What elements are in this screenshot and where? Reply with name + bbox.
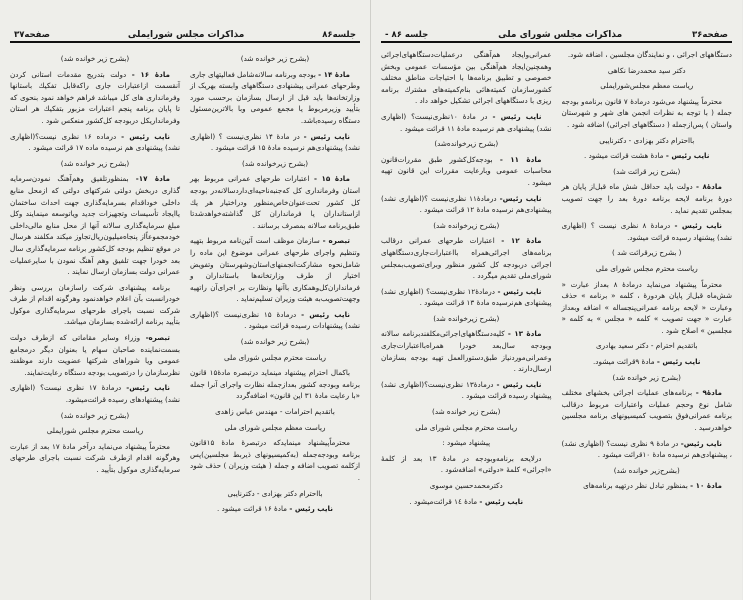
- paragraph-text: (بشرح زیر خوانده شد): [432, 407, 501, 417]
- speaker-or-article-label: مادهٔ ۱۲ -: [501, 236, 542, 246]
- paragraph-text: پیشنهاد میشود :: [442, 438, 491, 448]
- page-37: [0, 0, 371, 600]
- paragraph-text: ریاست معظم مجلس شورای ملی: [224, 422, 326, 432]
- paragraph: [562, 96, 733, 131]
- centered-line: [562, 356, 733, 368]
- paragraph-text: (بشرح زیرخوانده شد): [241, 158, 309, 168]
- centered-line: [381, 437, 552, 449]
- paragraph-text: درمادهٔ۱۲ نظری‌نیست؟ (اظهاری نشد) پیشنهادی هم‌نرسیده مادهٔ ۱۳ قرائت میشود .: [381, 286, 552, 308]
- paragraph: [190, 69, 360, 127]
- centered-line: [381, 220, 552, 232]
- centered-line: [190, 158, 360, 170]
- paragraph: [10, 441, 180, 476]
- page-36: [371, 0, 742, 600]
- paragraph-text: برنامه‌های عملیات اجرائی بخشهای مختلف شامل نوع وحجم عملیات واعتبارات مربوط درقالب برنامه عمرانی‌فوق بتصویب کمیسیونهای برنامه مجلسین خواهدرسید .: [561, 388, 732, 433]
- paragraph-text: کلیه‌دستگاههای‌اجرائی‌مکلفندبرنامه سالانه وبودجه سال‌بعد خودرا همراه‌بااعتبارات‌جاری وعمرانی‌موردنیاز طبق‌دستورالعمل تهیه بودجه بسازمان ارسال‌دارند .: [381, 329, 552, 374]
- paragraph: [381, 193, 552, 216]
- speaker-or-article-label: تبصره-: [145, 333, 170, 343]
- paragraph: [562, 279, 733, 337]
- paragraph: [190, 309, 360, 332]
- speaker-or-article-label: مادهٔ۸ -: [695, 182, 722, 192]
- speaker-or-article-label: مادهٔ ۱۰ -: [690, 481, 722, 491]
- paragraph: [190, 173, 360, 231]
- paragraph-text: محترماًپیشنهاد مینمایدکه درتبصرهٔ مادهٔ ۱۵قانون برنامه وبودجه‌جمله (به‌کمیسیونهای ذیربط مجلسین)پس ازکلمه تصویب اضافه و جمله ( هیئت وزیران ) حذف شود .: [190, 438, 360, 482]
- paragraph-text: (بشرح زیرخوانده شد): [433, 220, 500, 230]
- paragraph: [562, 387, 733, 433]
- paragraph-text: درمادهٔ ۱۷ نظری نیست؟ (اظهاری نشد) پیشنهادهای رسیده قرائت‌میشود.: [10, 383, 180, 405]
- paragraph-text: بودجه‌کل‌کشور طبق مقررات‌قانون محاسبات عمومی وبارعایت مقررات این قانون تهیه میشود .: [381, 154, 552, 187]
- centered-line: [381, 313, 552, 325]
- publication-title: مذاکرات مجلس شورایملی: [127, 30, 245, 40]
- paragraph: [381, 286, 552, 309]
- paragraph-text: محترماً پیشنهاد می‌شود درمادهٔ ۷ قانون برنامه‌و بودجه جمله ( با توجه به نظرات انجمن های شهر و شهرستان واستان ) پس‌ازجمله ( دستگاههای اجرائی) اضافه شود .: [561, 96, 732, 129]
- centered-line: [562, 80, 733, 92]
- paragraph-text: در مادهٔ ۹ نظری نیست؟ (اظهاری نشد) ، پیشنهادی‌هم نرسیده مادهٔ ۱۰قرائت میشود .: [561, 438, 732, 460]
- centered-line: [190, 53, 360, 65]
- paragraph-text: سازمان موظف است آئین‌نامه مربوط بتهیه وتنظیم واجرای طرحهای عمرانی موضوع این ماده را شامل‌نحوه مشارکت‌انجمنهای‌استان‌وشهرستان وتفویض اختیار از طرف وزارتخانه‌ها باستانداران و فرمانداران‌کل‌وهمکاری باآنها ونظارت بر اجرای‌آن راتهیه وجهت‌تصویب‌به هیئت وزیران تسلیم‌نماید .: [190, 236, 360, 304]
- paragraph: [190, 367, 360, 402]
- centered-line: [562, 372, 733, 384]
- paragraph: [190, 235, 360, 305]
- paragraph-text: در مادهٔ ۱۴ نظری‌نیست ؟ (اظهاری نشد) پیشنهادی‌هم نرسیده مادهٔ ۱۵ قرائت میشود .: [190, 131, 360, 153]
- paragraph-text: (بشرح زیر خوانده شد): [612, 372, 681, 382]
- speaker-or-article-label: مادهٔ ۱۷-: [135, 174, 170, 184]
- speaker-or-article-label: نایب رئیس-: [499, 193, 542, 203]
- paragraph-text: مادهٔ هشت قرائت میشود .: [584, 151, 664, 161]
- paragraph: [381, 111, 552, 134]
- paragraph-text: درلایحه برنامه‌وبودجه در مادهٔ ۱۳ بعد از کلمهٔ «اجرائی» کلمهٔ «دولتی» اضافه‌شود .: [381, 453, 552, 475]
- paragraph-text: (بشرح زیر خوانده شد): [60, 410, 130, 420]
- centered-line: [190, 352, 360, 364]
- page-header: [381, 26, 732, 43]
- paragraph-text: درمادهٔ۱۳ نظری‌نیست؟(اظهاری نشد) پیشنهاد رسیده قرائت میشود .: [381, 379, 552, 401]
- session-number: جلسه۸۶: [322, 30, 356, 40]
- publication-title: مذاکرات مجلس شورای ملی: [498, 30, 623, 40]
- speaker-or-article-label: مادهٔ ۱۵ -: [313, 174, 350, 184]
- paragraph-text: بمنظور تبادل نظر درتهیه برنامه‌های: [583, 481, 688, 491]
- centered-line: [381, 496, 552, 508]
- paragraph-text: باکمال احترام پیشنهاد مینماید درتبصره مادهٔ۱۵ قانون برنامه وبودجه کشور بعدازجمله نظارت واجرای آنرا جمله «با رعایت مادهٔ ۳۱ این قانون» اضافه‌گردد: [190, 368, 360, 401]
- paragraph: [381, 49, 552, 107]
- paragraph-text: باتقدیم احترامات - مهندس عباس زاهدی: [215, 407, 335, 417]
- paragraph-text: (بشرح زیرخوانده شد): [433, 313, 500, 323]
- paragraph: [381, 235, 552, 281]
- speaker-or-article-label: نایب رئیس -: [301, 309, 351, 319]
- column-left: [10, 49, 180, 519]
- centered-line: [381, 406, 552, 418]
- paragraph-text: در مادهٔ ۱۰نظری‌نیست؟ (اظهاری نشد) پیشنهادی هم نرسیده مادهٔ ۱۱ قرائت میشود .: [381, 111, 552, 133]
- page-number: صفحه۳۶: [691, 30, 728, 40]
- centered-line: [190, 503, 360, 515]
- paragraph: [562, 49, 733, 61]
- paragraph-text: درماده ۱۶ نظری نیست؟(اظهاری نشد) پیشنهادی هم نرسیده ماده ۱۷ قرائت میشود .: [10, 131, 180, 153]
- paragraph-text: ریاست محترم مجلس شورای ملی: [595, 263, 698, 273]
- column-right: [190, 49, 360, 519]
- paragraph-text: درمادهٔ ۸ نظری نیست ؟ (اظهاری نشد) پیشنهاد رسیده قرائت میشود.: [561, 221, 732, 242]
- centered-line: [562, 150, 733, 162]
- paragraph-text: بودجه وبرنامه سالانه‌شامل فعالیتهای جاری وطرحهای عمرانی پیشنهادی دستگاههای وابسته بهریک از وزارتخانه‌ها باید قبل از ارسال بسازمان برحسب مورد بتأیید وزیرمربوط یا مجمع عمومی وبا بالاترین‌مسئول دستگاه رسیده‌باشد.: [189, 69, 360, 125]
- paragraph-text: بمنظورتلفیق وهم‌آهنگ نمودن‌سرمایه گذاری دربخش دولتی شرکتهای دولتی که ازمحل منابع داخلی خوداقدام بسرمایه‌گذاری جهت احداث ساختمان یاایجاد تأسیسات وتجهیزات جدید ویاتوسعه مینمایند وکل مبلغ سرمایه‌گذاری سالانه آنها از محل منابع مالی‌داخلی خودمجموعاً‌از پنجاه‌میلیون‌ریال‌تجاوز میکند مکلفند هرسال در موقع تنظیم بودجه کل‌کشور برنامه سرمایه‌گذاری سال بعد خودرا جهت تلفیق وهم آهنگ نمودن با سایرعملیات عمرانی دولت بسازمان ارسال نمایند .: [10, 174, 180, 277]
- paragraph-text: (بشرح زیر خوانده شد): [240, 54, 310, 63]
- centered-line: [562, 465, 733, 477]
- paragraph-text: ریاست محترم مجلس شورای ملی: [223, 352, 327, 362]
- centered-line: [190, 422, 360, 434]
- page-number: صفحه۳۷: [14, 30, 51, 40]
- paragraph-text: ریاست محترم مجلس شورایملی: [46, 426, 144, 436]
- speaker-or-article-label: نایب رئیس -: [496, 379, 542, 389]
- centered-line: [10, 425, 180, 437]
- speaker-or-article-label: مادهٔ۹ -: [695, 388, 722, 398]
- paragraph-text: (بشرح زیر خوانده شد): [240, 337, 310, 347]
- paragraph-text: وزراء وسایر مقاماتی که ازطرف دولت بسمت‌نماینده صاحبان سهام یا بعنوان دیگر درمجامع عمومی ویا شوراهای شرکتها عضویت دارند موظفند نظرسازمان را درتصویب بودجه دستگاه رعایت‌نمایند.: [10, 333, 180, 377]
- centered-line: [190, 336, 360, 348]
- speaker-or-article-label: نایب رئیس-: [126, 383, 170, 393]
- paragraph-text: ( بشرح زیرقرائت شد ): [612, 248, 682, 258]
- paragraph-text: ریاست محترم مجلس شورای ملی: [415, 422, 518, 432]
- paragraph-text: دولت بتدریج مقدمات استانی کردن آنقسمت ازاعتبارات جاری راکه‌قابل تفکیك باستانها وفرمانداری های کل میباشد فراهم خواهد نمود بنحوی که تا پایان برنامه پنجم اعتبارات مزبور بتفکیك هر استان وفرمانداریکل دربودجه کل‌کشور منعکس شود .: [10, 69, 180, 125]
- centered-line: [381, 422, 552, 434]
- paragraph-text: (بشرح‌زیر خوانده شد): [613, 465, 680, 475]
- speaker-or-article-label: نایب رئیس -: [665, 151, 710, 161]
- centered-line: [190, 406, 360, 418]
- speaker-or-article-label: مادهٔ ۱۴ -: [318, 69, 350, 79]
- speaker-or-article-label: مادهٔ ۱۱ -: [499, 154, 542, 164]
- paragraph: [10, 131, 180, 154]
- centered-line: [381, 480, 552, 492]
- paragraph: [381, 328, 552, 374]
- paragraph-text: بااحترام دکتر بهزادی - دکترنایبی: [227, 488, 323, 498]
- speaker-or-article-label: نایب رئیس -: [121, 131, 171, 141]
- column-right: [562, 49, 733, 511]
- paragraph: [381, 379, 552, 402]
- speaker-or-article-label: نایب رئیس-: [680, 438, 722, 448]
- paragraph-text: اعتبارات طرحهای عمرانی مربوط بهر استان وفرمانداری کل که‌جنبه‌ناحیه‌ای‌دارد‌سالانه‌در بودجه کل کشور تحت‌عنوان‌خاص‌منظور ودراختیار هر یك ازاستانداران یا فرمانداران کل گذاشته‌خواهدشدتا طبق‌برنامه سالانه بمصرف برسانند .: [190, 174, 360, 230]
- paragraph-text: دولت باید حداقل شش ماه قبل‌از پایان هر دورهٔ برنامه لایحه برنامه دورهٔ بعد را جهت تصویب بمجلس تقدیم نماید .: [561, 182, 732, 215]
- column-left: [381, 49, 552, 511]
- paragraph-text: (بشرح زیر قرائت شد): [613, 166, 681, 176]
- paragraph: [381, 154, 552, 189]
- paragraph-text: مادهٔ ۹قرائت میشود.: [593, 357, 655, 367]
- paragraph-text: اعتبارات طرحهای عمرانی درقالب برنامه‌های اجرائی‌همراه بااعتبارات‌جاری‌دستگاههای اجرائی دربودجه کل کشور منظور وبرای‌تصویب‌بمجلس شورای‌ملی تقدیم میگردد .: [381, 236, 552, 281]
- paragraph-text: باتقدیم احترام - دکتر سعید بهادری: [596, 341, 698, 351]
- paragraph-text: دکترمحمدحسین موسوی: [429, 481, 503, 490]
- paragraph: [10, 282, 180, 328]
- paragraph: [562, 181, 733, 216]
- paragraph-text: عمرانی‌وایجاد هم‌آهنگی درعملیات‌دستگاههای‌اجرائی وهمچنین‌ایجاد هم‌آهنگی بین مؤسسات عمومی وبخش خصوصی و تطبیق برنامه‌ها با احتیاجات مناطق مختلف کشورسازمان کمیته‌هائی بنام‌کمیته‌های مشترك برنامه ریزی با دستگاههای اجرائی تشکیل خواهد داد .: [381, 50, 552, 106]
- paragraph: [381, 453, 552, 476]
- paragraph-text: درمادهٔ۱۱ نظری‌نیست ؟(اظهاری نشد) پیشنهادی‌هم نرسیده مادهٔ ۱۲ قرائت میشود .: [381, 193, 552, 215]
- speaker-or-article-label: نایب رئیس -: [674, 221, 722, 231]
- paragraph-text: مادهٔ ۱٤ قرائت‌میشود .: [409, 496, 478, 506]
- speaker-or-article-label: نایب رئیس -: [479, 496, 524, 506]
- paragraph-text: (بشرح زیرخوانده‌شد): [434, 139, 499, 149]
- speaker-or-article-label: نایب رئیس -: [492, 111, 542, 121]
- paragraph-text: دکتر سید محمدرضا نکاهی: [607, 65, 686, 75]
- paragraph: [562, 220, 733, 243]
- centered-line: [10, 410, 180, 422]
- paragraph-text: (بشرح زیر خوانده شد): [60, 54, 130, 63]
- speaker-or-article-label: تبصره -: [322, 236, 350, 246]
- page-header: [10, 26, 360, 43]
- centered-line: [562, 247, 733, 259]
- speaker-or-article-label: نایب رئیس -: [656, 357, 701, 367]
- speaker-or-article-label: مادهٔ ۱۳ -: [507, 329, 542, 339]
- centered-line: [10, 53, 180, 65]
- speaker-or-article-label: مادهٔ ۱۶ -: [131, 69, 170, 79]
- centered-line: [562, 135, 733, 147]
- paragraph: [562, 480, 733, 492]
- paragraph-text: مادهٔ ۱۶ قرائت میشود .: [217, 504, 288, 514]
- paragraph-text: محترماً پیشنهاد می‌نماید درآخر مادهٔ ۱۷ بعد از عبارت وهرگونه اقدام ازطرف شرکت نسبت باجرای طرحهای سرمایه‌گذاری موکول بتأیید .: [10, 441, 180, 474]
- paragraph-text: بااحترام دکتر بهزادی - دکترنایبی: [599, 135, 695, 145]
- centered-line: [10, 158, 180, 170]
- centered-line: [562, 166, 733, 178]
- paragraph: [10, 173, 180, 277]
- centered-line: [381, 138, 552, 150]
- speaker-or-article-label: نایب رئیس -: [289, 504, 333, 514]
- paragraph: [10, 69, 180, 127]
- paragraph: [190, 131, 360, 154]
- paragraph: [10, 332, 180, 378]
- paragraph-text: برنامه پیشنهادی شرکت راسازمان بررسی ونظر خودرانسبت بآن اعلام خواهدنمود وهرگونه اقدام از طرف شرکت نسبت باجرای طرحهای سرمایه‌گذاری موکول بتأیید برنامه ارائه‌شده بسازمان میباشد.: [10, 282, 180, 327]
- speaker-or-article-label: نایب رئیس -: [303, 131, 350, 141]
- paragraph: [562, 438, 733, 461]
- session-number: جلسه ۸۶ -: [385, 30, 429, 40]
- paragraph: [10, 382, 180, 405]
- paragraph-text: (بشرح زیر خوانده شد): [60, 158, 130, 168]
- paragraph-text: درمادهٔ ۱۵ نظری‌نیست ؟(اظهاری نشد) پیشنهادات رسیده قرائت میشود .: [190, 309, 360, 331]
- centered-line: [562, 340, 733, 352]
- centered-line: [190, 488, 360, 500]
- speaker-or-article-label: نایب رئیس -: [497, 286, 542, 296]
- paragraph-text: ریاست معظم مجلس‌شورایملی: [600, 81, 694, 91]
- paragraph: [190, 437, 360, 483]
- paragraph-text: دستگاههای اجرائی ، و نمایندگان مجلسین ، اضافه شود.: [567, 50, 732, 59]
- paragraph-text: محترماً پیشنهاد می‌نماید درمادهٔ ۸ بعداز عبارت « شش‌ماه قبل‌از پایان هردورهٔ ، کلمه « برنامه » حذف وعبارت « لایحه برنامه عمرانی‌پنجساله » اضافه وبعداز عبارت « جهت تصویب » کلمه « مجلس » به کلمه « مجلسین » اصلاح شود .: [561, 279, 732, 335]
- centered-line: [562, 65, 733, 77]
- centered-line: [562, 263, 733, 275]
